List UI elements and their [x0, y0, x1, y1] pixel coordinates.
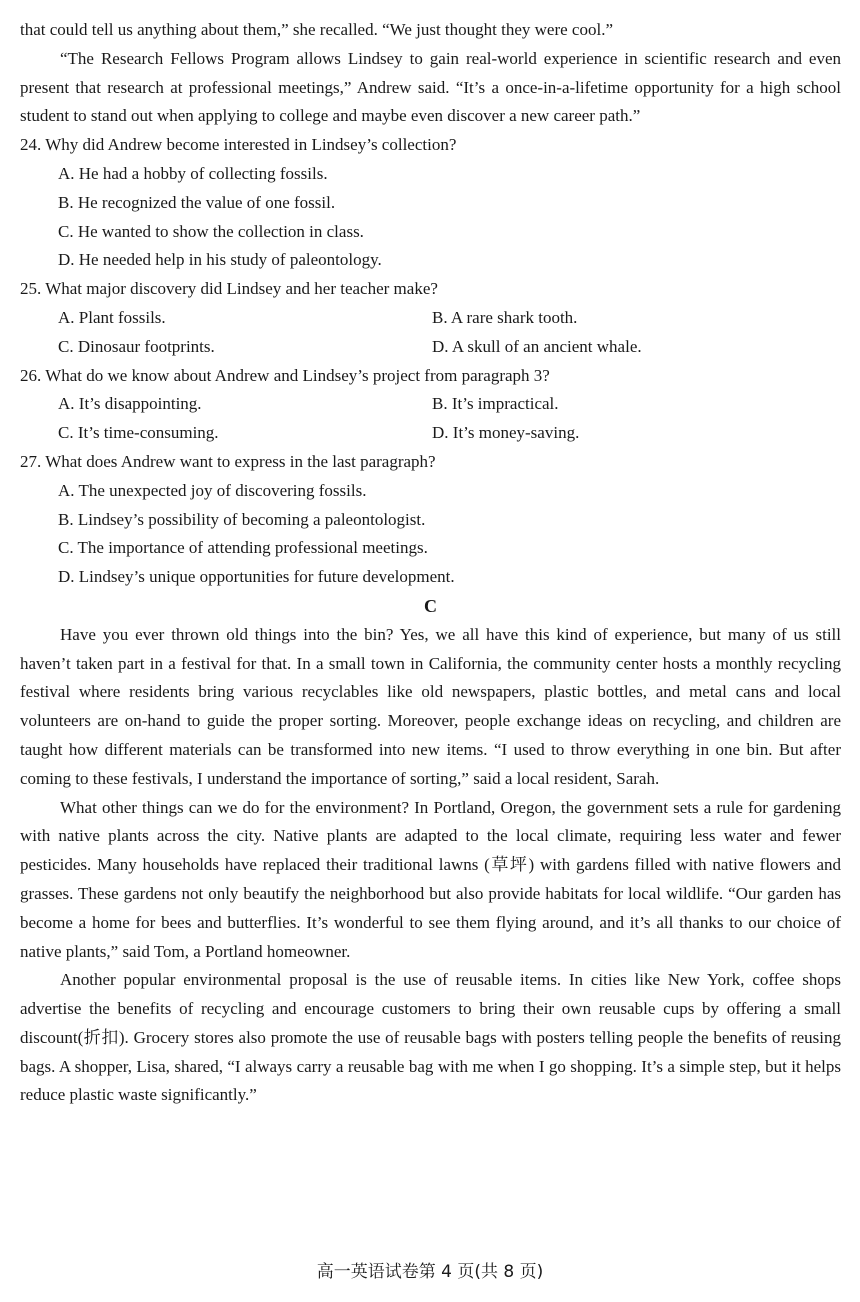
- question-stem: 25. What major discovery did Lindsey and her teacher make?: [20, 279, 438, 299]
- passage-b-last-paragraph: “The Research Fellows Program allows Lindsey to gain real-world experience in scientific research and even present that research at professional meetings,” Andrew said. “It’s a once-in-a-lifetime opportunity for a high school student to stand out when applying to college and maybe even discover a new career path.”: [20, 48, 841, 126]
- passage-c-paragraph-2: What other things can we do for the environment? In Portland, Oregon, the government sets a rule for gardening with native plants across the city. Native plants are adapted to the local climate, requiring less water and fewer pesticides. Many households have replaced their traditional lawns (草坪) with gardens filled with native flowers and grasses. These gardens not only beautify the neighborhood but also provide habitats for local wildlife. “Our garden has become a home for bees and butterflies. It’s wonderful to see them flying around, and it’s all thanks to our choice of native plants,” said Tom, a Portland homeowner.: [20, 797, 841, 961]
- option-d: D. It’s money-saving.: [432, 423, 580, 443]
- option-d: D. He needed help in his study of paleontology.: [58, 250, 382, 270]
- option-d: D. A skull of an ancient whale.: [432, 336, 642, 356]
- option-row: [20, 390, 841, 419]
- section-heading-c: C: [424, 595, 437, 616]
- option-row: [20, 333, 841, 362]
- option-b: B. He recognized the value of one fossil.: [58, 192, 336, 212]
- option-b: B. Lindsey’s possibility of becoming a paleontologist.: [58, 509, 426, 529]
- passage-c-paragraph-1: Have you ever thrown old things into the bin? Yes, we all have this kind of experience, but many of us still haven’t taken part in a festival for that. In a small town in California, the community center hosts a monthly recycling festival where residents bring various recyclables like old newspapers, plastic bottles, and metal cans and local volunteers are on-hand to guide the proper sorting. Moreover, people exchange ideas on recycling, and children are taught how different materials can be transformed into new items. “I used to throw everything in one bin. But after coming to these festivals, I understand the importance of sorting,” said a local resident, Sarah.: [20, 624, 841, 788]
- option-c: C. Dinosaur footprints.: [58, 336, 215, 356]
- passage-c-paragraph-3: Another popular environmental proposal is the use of reusable items. In cities like New York, coffee shops advertise the benefits of recycling and encourage customers to bring their own reusable cups by offering a small discount(折扣). Grocery stores also promote the use of reusable bags with posters telling people the benefits of reusing bags. A shopper, Lisa, shared, “I always carry a reusable bag with me when I go shopping. It’s a simple step, but it helps reduce plastic waste significantly.”: [20, 970, 841, 1105]
- option-b: B. It’s impractical.: [432, 394, 559, 414]
- option-a: A. Plant fossils.: [58, 307, 166, 327]
- question-26: [20, 362, 841, 448]
- option-c: C. The importance of attending professional meetings.: [58, 538, 428, 558]
- option-c: C. He wanted to show the collection in class.: [58, 221, 364, 241]
- exam-page: [20, 16, 841, 1110]
- question-stem: 26. What do we know about Andrew and Lindsey’s project from paragraph 3?: [20, 365, 550, 385]
- question-24: [20, 131, 841, 275]
- passage-b-paragraph: that could tell us anything about them,” she recalled. “We just thought they were cool.”: [20, 20, 613, 39]
- option-b: B. A rare shark tooth.: [432, 307, 578, 327]
- question-27: [20, 448, 841, 592]
- question-stem: 24. Why did Andrew become interested in Lindsey’s collection?: [20, 135, 457, 155]
- question-25: [20, 275, 841, 361]
- option-c: C. It’s time-consuming.: [58, 423, 219, 443]
- option-row: [20, 419, 841, 448]
- option-d: D. Lindsey’s unique opportunities for future development.: [58, 567, 455, 587]
- option-a: A. It’s disappointing.: [58, 394, 202, 414]
- option-a: A. The unexpected joy of discovering fossils.: [58, 480, 367, 500]
- option-a: A. He had a hobby of collecting fossils.: [58, 163, 328, 183]
- page-footer: 高一英语试卷第 4 页(共 8 页): [316, 1262, 544, 1282]
- option-row: [20, 304, 841, 333]
- question-stem: 27. What does Andrew want to express in the last paragraph?: [20, 451, 436, 471]
